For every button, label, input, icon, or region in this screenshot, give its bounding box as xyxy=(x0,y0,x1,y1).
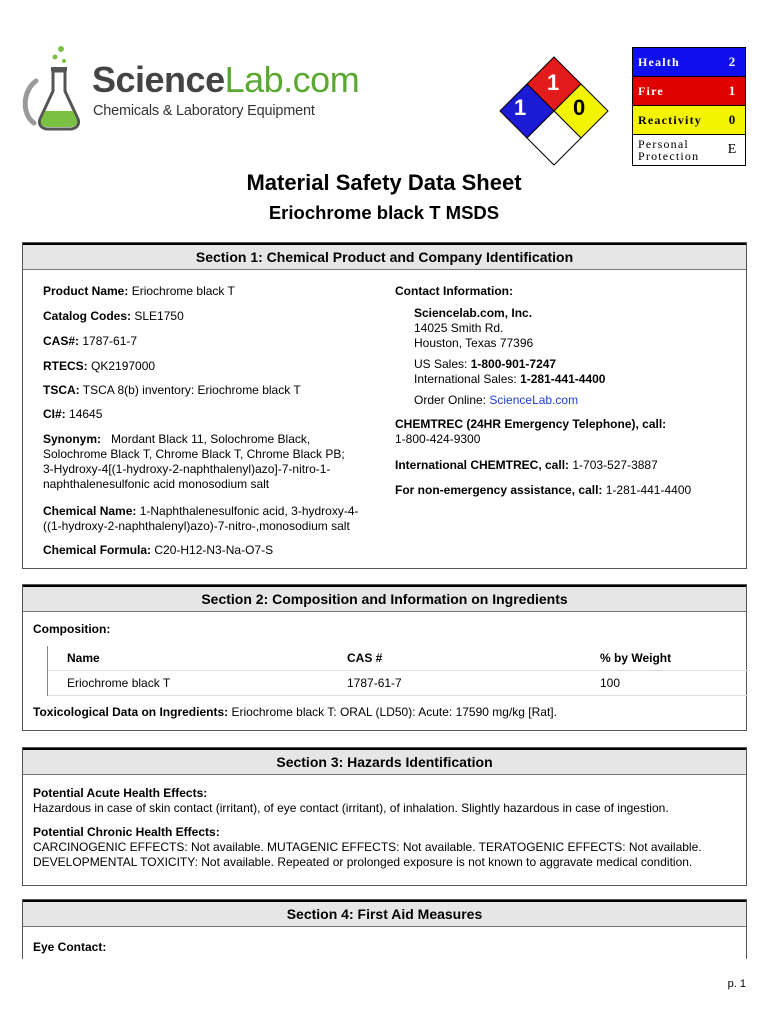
chemical-name-field: Chemical Name: 1-Naphthalenesulfonic acid, 3-hydroxy-4- ((1-hydroxy-2-naphthalenyl)azo)-7-nitro-,monosodium salt xyxy=(43,504,359,533)
composition-label: Composition: xyxy=(33,622,111,636)
rtecs-field: RTECS: QK2197000 xyxy=(43,359,156,373)
section-2-body xyxy=(23,612,746,730)
hazard-row-fire xyxy=(633,77,745,106)
cas-field: CAS#: 1787-61-7 xyxy=(43,334,138,348)
hazard-value: E xyxy=(727,142,737,157)
hazard-row-reactivity xyxy=(633,106,745,135)
logo-tagline: Chemicals & Laboratory Equipment xyxy=(93,103,315,119)
nfpa-reactivity-value: 0 xyxy=(573,95,586,120)
column-header-name: Name xyxy=(67,651,100,665)
column-header-weight: % by Weight xyxy=(600,651,672,665)
hazard-row-health xyxy=(633,48,745,77)
flask-icon xyxy=(20,45,94,135)
section-1-body xyxy=(23,270,746,568)
tsca-field: TSCA: TSCA 8(b) inventory: Eriochrome black T xyxy=(43,383,301,397)
contact-info-label: Contact Information: xyxy=(395,284,513,298)
section-4-heading: Section 4: First Aid Measures xyxy=(23,900,746,927)
section-4-body xyxy=(23,927,746,959)
logo-word-science: Science xyxy=(92,59,225,100)
document-subtitle: Eriochrome black T MSDS xyxy=(268,202,500,223)
nfpa-health-value: 1 xyxy=(514,95,527,120)
sciencelab-logo xyxy=(20,45,360,135)
product-name-field: Product Name: Eriochrome black T xyxy=(43,284,235,298)
nfpa-fire-value: 1 xyxy=(547,70,560,95)
chronic-health-effects: Potential Chronic Health Effects: CARCINOGENIC EFFECTS: Not available. MUTAGENIC EFFECTS: Not available. TERATOGENIC EFFECTS: Not available. DEVELOPMENTAL TOXICITY: Not available. Repeated or prolonged exposure is not known to aggravate medical condition. xyxy=(33,825,702,869)
table-row xyxy=(48,671,748,696)
non-emergency-field: For non-emergency assistance, call: 1-281-441-4400 xyxy=(395,483,692,497)
hazard-value: 1 xyxy=(728,83,736,98)
sales-phones: US Sales: 1-800-901-7247 International Sales: 1-281-441-4400 xyxy=(414,357,606,386)
section-2-heading: Section 2: Composition and Information on Ingredients xyxy=(23,585,746,612)
composition-table xyxy=(47,646,748,696)
acute-health-effects: Potential Acute Health Effects: Hazardous in case of skin contact (irritant), of eye contact (irritant), of inhalation. Slightly hazardous in case of ingestion. xyxy=(33,786,669,815)
order-online-link[interactable]: ScienceLab.com xyxy=(489,393,579,407)
intl-chemtrec-field: International CHEMTREC, call: 1-703-527-3887 xyxy=(395,458,658,472)
company-address: Sciencelab.com, Inc. 14025 Smith Rd. Houston, Texas 77396 xyxy=(414,306,534,350)
logo-word-lab: Lab xyxy=(224,59,284,100)
table-cell: 100 xyxy=(600,676,621,690)
catalog-codes-field: Catalog Codes: SLE1750 xyxy=(43,309,184,323)
hazard-value: 2 xyxy=(728,54,736,69)
section-3-body xyxy=(23,775,746,885)
document-title: Material Safety Data Sheet xyxy=(246,170,522,195)
page-number: p. 1 xyxy=(727,978,746,990)
hazard-label: Personal Protection xyxy=(638,137,700,163)
chemical-formula-field: Chemical Formula: C20-H12-N3-Na-O7-S xyxy=(43,543,274,557)
logo-word-com: .com xyxy=(283,59,360,100)
table-header-row xyxy=(48,646,748,671)
table-cell: 1787-61-7 xyxy=(347,676,402,690)
order-online: Order Online: ScienceLab.com xyxy=(414,393,579,407)
hazard-row-personal-protection xyxy=(633,135,745,165)
section-3 xyxy=(22,747,747,886)
hazard-rating-table xyxy=(632,47,746,166)
section-1-heading: Section 1: Chemical Product and Company Identification xyxy=(23,243,746,270)
ci-field: CI#: 14645 xyxy=(43,407,103,421)
synonym-field: Synonym: Mordant Black 11, Solochrome Black, Solochrome Black T, Chrome Black T, Chrome Black PB; 3-Hydroxy-4[(1-hydroxy-2-naphthalenyl)azo]-7-nitro-1- naphthalenesulfonic acid monosodium salt xyxy=(43,432,345,491)
column-header-cas: CAS # xyxy=(347,651,383,665)
nfpa-diamond xyxy=(498,55,610,167)
logo-wordmark xyxy=(92,60,359,100)
section-3-heading: Section 3: Hazards Identification xyxy=(23,748,746,775)
chemtrec-field: CHEMTREC (24HR Emergency Telephone), call: 1-800-424-9300 xyxy=(395,417,667,446)
section-1 xyxy=(22,242,747,569)
hazard-label: Health xyxy=(638,55,680,69)
hazard-value: 0 xyxy=(728,112,736,127)
hazard-label: Reactivity xyxy=(638,113,702,127)
section-2 xyxy=(22,584,747,731)
table-cell: Eriochrome black T xyxy=(67,676,171,690)
section-4 xyxy=(22,899,747,959)
eye-contact-label: Eye Contact: xyxy=(33,940,107,954)
hazard-label: Fire xyxy=(638,84,664,98)
toxicological-data: Toxicological Data on Ingredients: Eriochrome black T: ORAL (LD50): Acute: 17590 mg/kg [Rat]. xyxy=(33,705,557,719)
